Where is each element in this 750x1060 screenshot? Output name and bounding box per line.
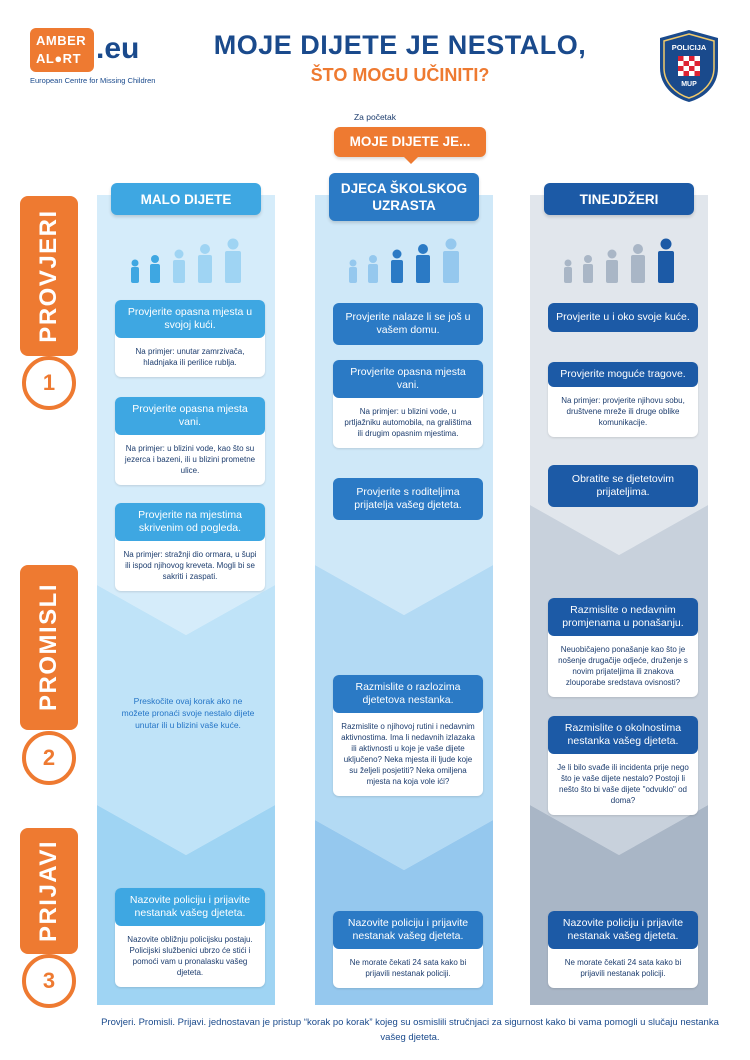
check-card-2: [115, 397, 265, 485]
logo-line2: AL●RT: [36, 51, 82, 66]
card-body: Ne morate čekati 24 sata kako bi prijavili nestanak policiji.: [564, 958, 682, 978]
skip-note: Preskočite ovaj korak ako ne možete pronaći svoje nestalo dijete unutar ili u blizini vaše kuće.: [121, 696, 255, 730]
step-2-number: 2: [22, 731, 76, 785]
column-title: DJECA ŠKOLSKOG UZRASTA: [329, 173, 479, 221]
card-body: Na primjer: u blizini vode, u prtljažniku automobila, na gralištima ili drugim opasnim mjestima.: [344, 407, 472, 438]
svg-text:MUP: MUP: [681, 81, 697, 88]
check-card-2: [548, 362, 698, 437]
check-card-3: [115, 503, 265, 591]
step-1-text: PROVJERI: [35, 209, 62, 343]
card-title: Obratite se djetetovim prijateljima.: [548, 465, 698, 507]
start-label: Za početak: [353, 112, 397, 122]
check-card-3: [333, 478, 483, 520]
card-title: Nazovite policiju i prijavite nestanak vašeg djeteta.: [115, 888, 265, 926]
card-body: Na primjer: provjerite njihovu sobu, društvene mreže ili druge oblike komunikacije.: [561, 396, 685, 427]
check-card-1: [115, 300, 265, 377]
think-card-2: [548, 716, 698, 815]
card-body: Ne morate čekati 24 sata kako bi prijavili nestanak policiji.: [349, 958, 467, 978]
column-title: MALO DIJETE: [111, 183, 261, 215]
people-icon: [345, 233, 465, 285]
logo-domain: .eu: [96, 32, 140, 65]
think-card: [333, 675, 483, 796]
people-icon: [127, 233, 247, 285]
card-title: Provjerite opasna mjesta u svojoj kući.: [115, 300, 265, 338]
step-3-label: [20, 828, 78, 1013]
step-1-label: [20, 196, 78, 414]
check-card-2: [333, 360, 483, 448]
svg-text:POLICIJA: POLICIJA: [671, 43, 707, 52]
report-card: [548, 911, 698, 988]
card-title: Razmislite o okolnostima nestanka vašeg djeteta.: [548, 716, 698, 754]
step-3-number: 3: [22, 954, 76, 1008]
footer-text: Provjeri. Promisli. Prijavi. jednostavan je pristup “korak po korak” kojeg su osmislili stručnjaci za sigurnost kako bi vama pomogli u slučaju nestanka vašeg djeteta.: [101, 1017, 719, 1043]
step-3-text: PRIJAVI: [35, 839, 62, 943]
card-title: Nazovite policiju i prijavite nestanak vašeg djeteta.: [548, 911, 698, 949]
card-title: Provjerite u i oko svoje kuće.: [548, 303, 698, 332]
card-body: Razmislite o njihovoj rutini i nedavnim aktivnostima. Ima li nedavnih izlazaka ili aktivnosti u koje je vaše dijete uključeno? Neka mjesta ili ljude koje su željeli posjetiti? Neka omiljena mjesta na koja vole ići?: [341, 722, 475, 786]
card-title: Provjerite s roditeljima prijatelja vašeg djeteta.: [333, 478, 483, 520]
think-card-1: [548, 598, 698, 697]
card-body: Neuobičajeno ponašanje kao što je nošenje drugačije odjeće, druženje s novim prijateljima ili znakova zlouporabe sredstava ovisnosti?: [558, 645, 688, 687]
step-1-number: 1: [22, 356, 76, 410]
report-card: [115, 888, 265, 987]
card-title: Razmislite o nedavnim promjenama u ponašanju.: [548, 598, 698, 636]
card-body: Je li bilo svađe ili incidenta prije nego što je vaše dijete nestalo? Postoji li nešto što bi vaše dijete "odvuklo" od doma?: [557, 763, 689, 805]
police-badge-icon: [656, 28, 722, 104]
check-card-1: [333, 303, 483, 345]
column-teenagers: [530, 191, 708, 1005]
page-title: MOJE DIJETE JE NESTALO,: [213, 30, 587, 60]
card-title: Provjerite nalaze li se još u vašem domu.: [333, 303, 483, 345]
logo-box: [30, 28, 94, 72]
card-title: Provjerite opasna mjesta vani.: [115, 397, 265, 435]
card-body: Na primjer: unutar zamrzivača, hladnjaka ili perilice rublja.: [135, 347, 245, 367]
card-body: Nazovite obližnju policijsku postaju. Policijski službenici ubrzo će stići i pomoći vam u pronalasku vašeg djeteta.: [127, 935, 253, 977]
card-body: Na primjer: stražnji dio ormara, u šupi ili ispod njihovog kreveta. Mogli bi se sakriti i zaspati.: [123, 550, 257, 581]
logo-subtitle: European Centre for Missing Children: [30, 76, 156, 85]
start-arrow: [404, 157, 418, 164]
people-icon: [560, 233, 680, 285]
amber-alert-logo: [30, 28, 190, 88]
column-school-age: [315, 181, 493, 1005]
page-subtitle: ŠTO MOGU UČINITI?: [310, 65, 490, 85]
card-body: Na primjer: u blizini vode, kao što su jezerca i bazeni, ili u blizini prometne ulice.: [124, 444, 256, 475]
column-small-child: [97, 191, 275, 1005]
report-card: [333, 911, 483, 988]
card-title: Provjerite opasna mjesta vani.: [333, 360, 483, 398]
card-title: Provjerite na mjestima skrivenim od pogleda.: [115, 503, 265, 541]
start-button: MOJE DIJETE JE...: [334, 127, 486, 157]
step-2-text: PROMISLI: [35, 583, 62, 712]
column-title: TINEJDŽERI: [544, 183, 694, 215]
logo-line1: AMBER: [36, 33, 87, 48]
check-card-1: [548, 303, 698, 332]
card-title: Razmislite o razlozima djetetova nestanka.: [333, 675, 483, 713]
card-title: Provjerite moguće tragove.: [548, 362, 698, 387]
step-2-label: [20, 565, 78, 790]
check-card-3: [548, 465, 698, 507]
card-title: Nazovite policiju i prijavite nestanak vašeg djeteta.: [333, 911, 483, 949]
